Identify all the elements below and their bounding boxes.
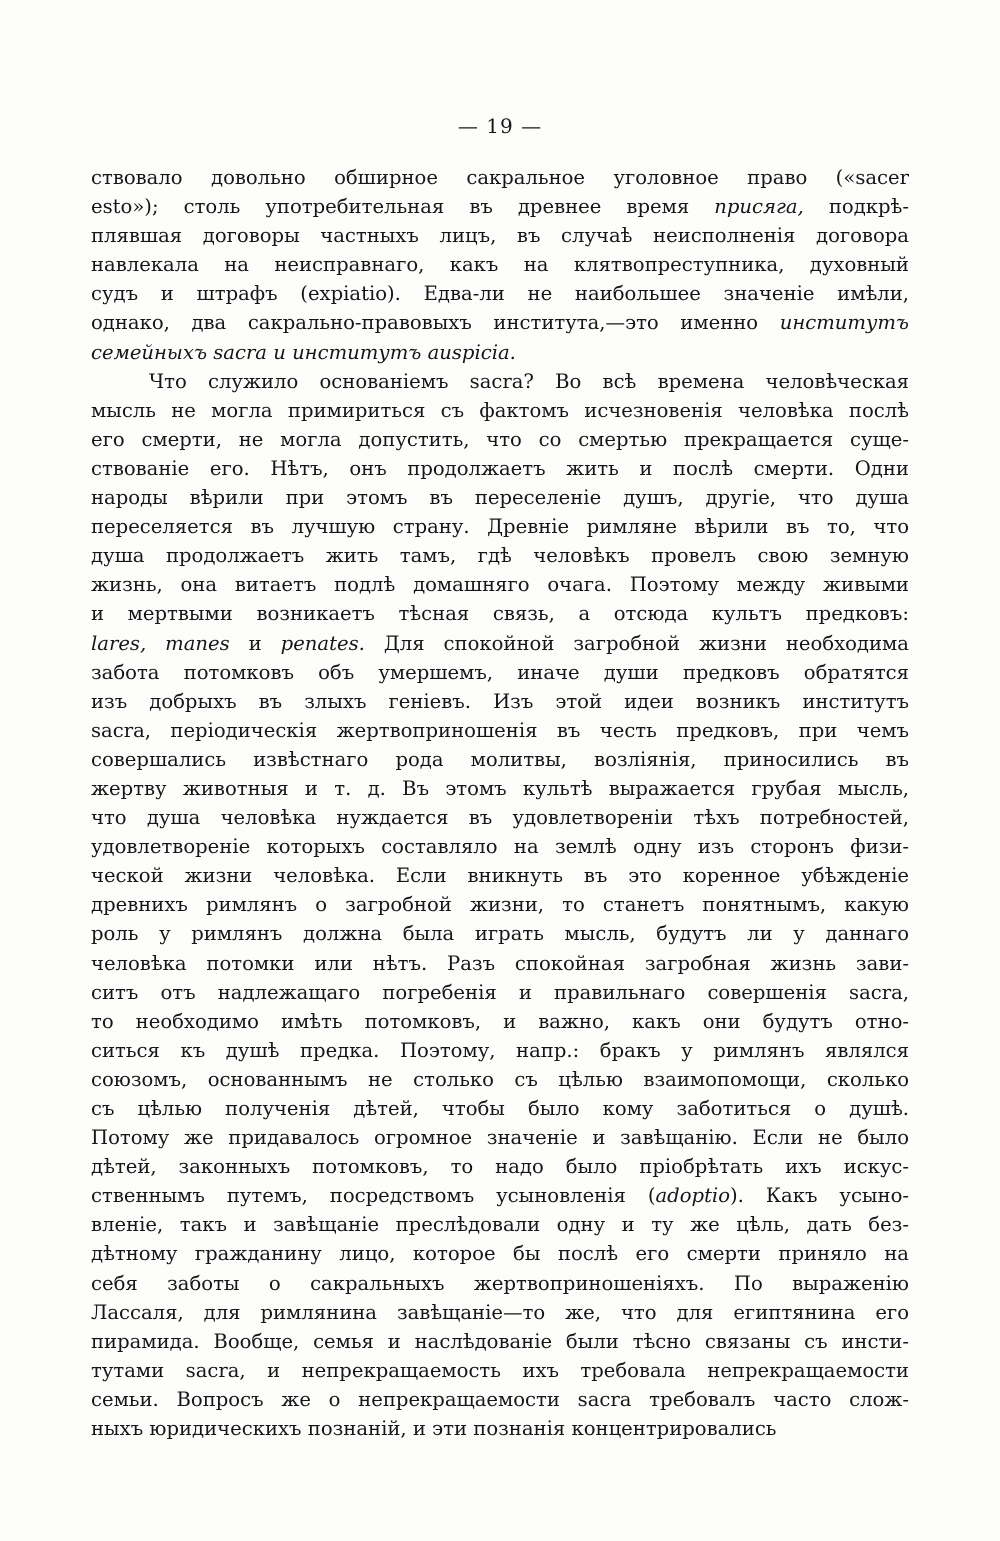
- text-line: роль у римлянъ должна была играть мысль, будутъ ли у даннаго: [91, 922, 909, 946]
- text-line: изъ добрыхъ въ злыхъ геніевъ. Изъ этой идеи возникъ институтъ: [91, 689, 909, 713]
- text-line: жертву животныя и т. д. Въ этомъ культѣ выражается грубая мысль,: [91, 776, 909, 800]
- text-line: навлекала на неисправнаго, какъ на клятвопреступника, духовный: [91, 253, 909, 277]
- body-text: [91, 163, 909, 1443]
- page-number: — 19 —: [457, 114, 543, 138]
- text-line: народы вѣрили при этомъ въ переселеніе душъ, другіе, что душа: [91, 486, 909, 510]
- text-line: плявшая договоры частныхъ лицъ, въ случаѣ неисполненія договора: [91, 224, 909, 248]
- text-line: съ цѣлью полученія дѣтей, чтобы было кому заботиться о душѣ.: [91, 1097, 909, 1120]
- text-line: мысль не могла примириться съ фактомъ исчезновенія человѣка послѣ: [91, 398, 909, 422]
- text-line: Что служило основаніемъ sacra? Во всѣ времена человѣческая: [149, 369, 909, 393]
- text-line: Потому же придавалось огромное значеніе и завѣщанію. Если не было: [91, 1126, 909, 1150]
- text-line: вленіе, такъ и завѣщаніе преслѣдовали одну и ту же цѣль, дать без-: [91, 1213, 909, 1237]
- text-line: человѣка потомки или нѣтъ. Разъ спокойная загробная жизнь зави-: [91, 951, 909, 975]
- text-line: жизнь, она витаетъ подлѣ домашняго очага. Поэтому между живыми: [91, 573, 909, 597]
- text-line: себя заботы о сакральныхъ жертвоприношеніяхъ. По выраженію: [91, 1271, 909, 1295]
- text-line: ствовало довольно обширное сакральное уголовное право («sacer: [91, 166, 909, 189]
- text-line: древнихъ римлянъ о загробной жизни, то станетъ понятнымъ, какую: [91, 893, 909, 917]
- text-line: семейныхъ sacra и институтъ auspicia.: [91, 340, 516, 364]
- text-line: ствованіе его. Нѣтъ, онъ продолжаетъ жить и послѣ смерти. Одни: [91, 456, 909, 480]
- text-line: esto»); столь употребительная въ древнее время присяга, подкрѣ-: [91, 195, 909, 219]
- text-line: тутами sacra, и непрекращаемость ихъ требовала непрекращаемости: [91, 1358, 909, 1382]
- text-line: удовлетвореніе которыхъ составляло на землѣ одну изъ сторонъ физи-: [91, 835, 909, 859]
- text-line: забота потомковъ объ умершемъ, иначе души предковъ обратятся: [91, 660, 909, 684]
- text-line: что душа человѣка нуждается въ удовлетвореніи тѣхъ потребностей,: [91, 806, 909, 830]
- text-line: дѣтному гражданину лицо, которое бы послѣ его смерти приняло на: [91, 1242, 909, 1266]
- text-line: ственнымъ путемъ, посредствомъ усыновленія (adoptio). Какъ усыно-: [91, 1184, 909, 1208]
- text-line: совершались извѣстнаго рода молитвы, возліянія, приносились въ: [91, 747, 909, 771]
- text-line: семьи. Вопросъ же о непрекращаемости sacra требовалъ часто слож-: [91, 1387, 909, 1411]
- text-line: ситъ отъ надлежащаго погребенія и правильнаго совершенія sacra,: [91, 980, 909, 1004]
- text-line: и мертвыми возникаетъ тѣсная связь, а отсюда культъ предковъ:: [91, 602, 909, 626]
- text-line: ныхъ юридическихъ познаній, и эти познанія концентрировались: [91, 1417, 777, 1441]
- text-line: дѣтей, законныхъ потомковъ, то надо было пріобрѣтать ихъ искус-: [91, 1155, 909, 1179]
- text-line: судъ и штрафъ (expiatio). Едва-ли не наибольшее значеніе имѣли,: [91, 282, 909, 306]
- text-line: душа продолжаетъ жить тамъ, гдѣ человѣкъ провелъ свою земную: [91, 544, 909, 568]
- text-line: ческой жизни человѣка. Если вникнуть въ это коренное убѣжденіе: [91, 864, 909, 888]
- text-line: союзомъ, основаннымъ не столько съ цѣлью взаимопомощи, сколько: [91, 1067, 909, 1091]
- text-line: sacra, періодическія жертвоприношенія въ честь предковъ, при чемъ: [91, 718, 909, 742]
- text-line: переселяется въ лучшую страну. Древніе римляне вѣрили въ то, что: [91, 515, 909, 539]
- text-line: пирамида. Вообще, семья и наслѣдованіе были тѣсно связаны съ инсти-: [91, 1329, 909, 1353]
- text-line: lares, manes и penates. Для спокойной загробной жизни необходима: [91, 631, 909, 655]
- text-line: ситься къ душѣ предка. Поэтому, напр.: бракъ у римлянъ являлся: [91, 1038, 909, 1062]
- text-line: Лассаля, для римлянина завѣщаніе—то же, что для египтянина его: [91, 1300, 909, 1324]
- text-line: его смерти, не могла допустить, что со смертью прекращается суще-: [91, 427, 909, 451]
- text-line: однако, два сакрально-правовыхъ института,—это именно институтъ: [91, 311, 909, 335]
- text-line: то необходимо имѣть потомковъ, и важно, какъ они будутъ отно-: [91, 1009, 909, 1033]
